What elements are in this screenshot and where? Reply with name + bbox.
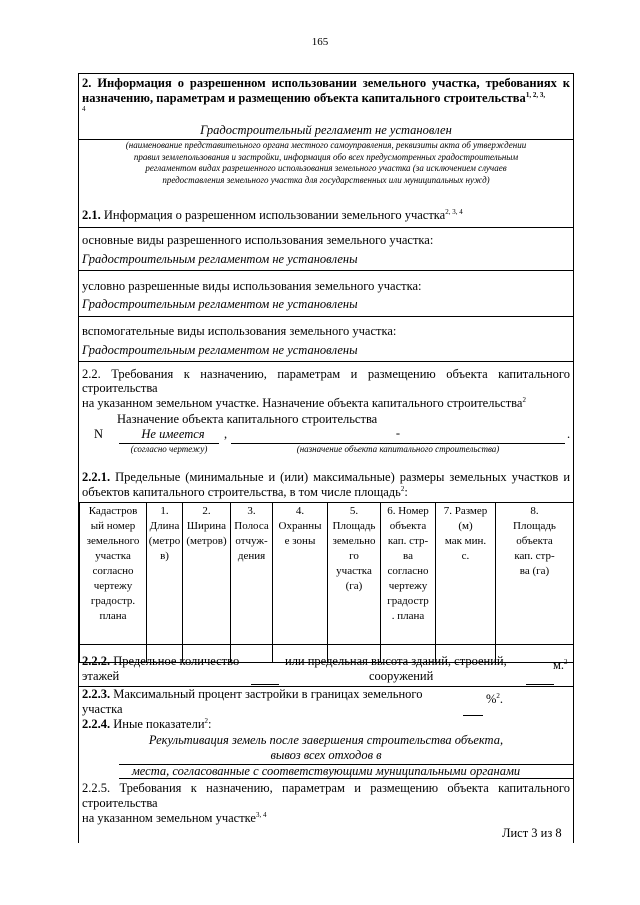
indicator-underline — [119, 778, 573, 779]
header-object-number: 6. Номер объекта кап. стр- ва согласно чертежу градостр . плана — [381, 503, 436, 645]
n-value: Не имеется — [141, 427, 205, 441]
percent-value-line — [463, 715, 483, 716]
auxiliary-use-value: Градостроительным регламентом не установлены — [82, 343, 358, 357]
divider — [79, 316, 573, 317]
section-2-2-2-text-c: этажей — [82, 669, 120, 683]
conditional-use-label: условно разрешенные виды использования земельного участка: — [82, 279, 422, 293]
header-exclusion-strip: 3. Полоса отчуж- дения — [231, 503, 273, 645]
header-protection-zones: 4. Охранны е зоны — [273, 503, 328, 645]
header-object-area: 8. Площадь объекта кап. стр- ва (га) — [496, 503, 574, 645]
section2-title-sup: 1, 2, 3, — [525, 90, 546, 99]
section-2-2-1-line2: объектов капитального строительства, в том числе площадь$^2$: — [82, 484, 408, 499]
percent-unit: %$^2$. — [486, 691, 504, 706]
section-2-2-2-text-a: 2.2.2. Предельное количество — [82, 654, 240, 668]
other-indicators-line2: вывоз всех отходов в — [270, 748, 382, 762]
purpose-label: Назначение объекта капитального строительства — [117, 412, 378, 426]
section-2-2-3-text-a: 2.2.3. Максимальный процент застройки в границах земельного — [82, 687, 423, 701]
auxiliary-use-label: вспомогательные виды использования земельного участка: — [82, 324, 397, 338]
sheet-label: Лист 3 из 8 — [502, 826, 562, 840]
section-2-2-2-text-b: или предельная высота зданий, строений, — [285, 654, 507, 668]
section2-title-line1: 2. Информация о разрешенном использовании земельного участка, требованиях к — [82, 76, 570, 90]
n-label: N — [94, 427, 104, 441]
section-2-2-3-text-b: участка — [82, 702, 123, 716]
header-width: 2. Ширина (метров) — [183, 503, 231, 645]
header-cadastral-number: Кадастров ый номер земельного участка согласно чертежу градостр. плана — [80, 503, 147, 645]
section-2-2-line3: на указанном земельном участке. Назначение объекта капитального строительства$^2$ — [82, 395, 526, 410]
height-unit: м.$^2$ — [553, 657, 568, 672]
comma: , — [224, 427, 228, 441]
section-2-2-5-line3: на указанном земельном участке$^{3, 4}$ — [82, 810, 267, 825]
header-length: 1. Длина (метро в) — [147, 503, 183, 645]
purpose-value: - — [395, 426, 401, 440]
section-2-2-line1: 2.2. Требования к назначению, параметрам и размещению объекта капитального — [82, 367, 570, 381]
section-2-2-5-line1: 2.2.5. Требования к назначению, параметрам и размещению объекта капитального — [82, 781, 570, 795]
divider — [79, 227, 573, 228]
form-frame — [78, 73, 574, 843]
main-use-value: Градостроительным регламентом не установлены — [82, 252, 358, 266]
regulation-caption: (наименование представительного органа местного самоуправления, реквизиты акта об утверждении правил землепользования и застройки, информация обо всех предусмотренных градостроительным регламентом видах разрешенного использования земельного участка (за исключением случаев предоставления земельного участка для государственных или муниципальных нужд) — [125, 140, 527, 185]
section-2-2-5-line2: строительства — [82, 796, 158, 810]
height-value-line — [526, 684, 554, 685]
header-land-area: 5. Площадь земельно го участка (га) — [328, 503, 381, 645]
floors-value-line — [251, 684, 279, 685]
sizes-table — [79, 502, 574, 663]
divider — [79, 270, 573, 271]
divider — [79, 361, 573, 362]
other-indicators-line3: места, согласованные с соответствующими муниципальными органами — [131, 764, 521, 778]
caption-left: (согласно чертежу) — [130, 444, 208, 454]
main-use-label: основные виды разрешенного использования земельного участка: — [82, 233, 434, 247]
section-2-2-2-text-d: сооружений — [369, 669, 434, 683]
conditional-use-value: Градостроительным регламентом не установлены — [82, 297, 358, 311]
section-2-2-4-label: 2.2.4. Иные показатели$^2$: — [82, 716, 212, 731]
section-2-2-1-line1: 2.2.1. Предельные (минимальные и (или) максимальные) размеры земельных участков и — [82, 470, 571, 484]
page-number: 165 — [311, 36, 329, 48]
caption-right: (назначение объекта капитального строительства) — [296, 444, 500, 454]
other-indicators-line1: Рекультивация земель после завершения строительства объекта, — [148, 733, 504, 747]
table-header-row — [80, 503, 574, 645]
regulation-value: Градостроительный регламент не установлен — [200, 123, 452, 137]
section2-title-line2: назначению, параметрам и размещению объекта капитального строительства$^{1, 2, 3,}$ — [82, 90, 546, 105]
section-2-1-title: 2.1. Информация о разрешенном использовании земельного участка$^{2, 3, 4}$ — [82, 207, 463, 222]
section-2-2-line2: строительства — [82, 381, 158, 395]
period: . — [567, 427, 571, 441]
section2-title-sup-b: 4 — [82, 105, 86, 113]
header-size: 7. Размер (м) мак мин. с. — [436, 503, 496, 645]
